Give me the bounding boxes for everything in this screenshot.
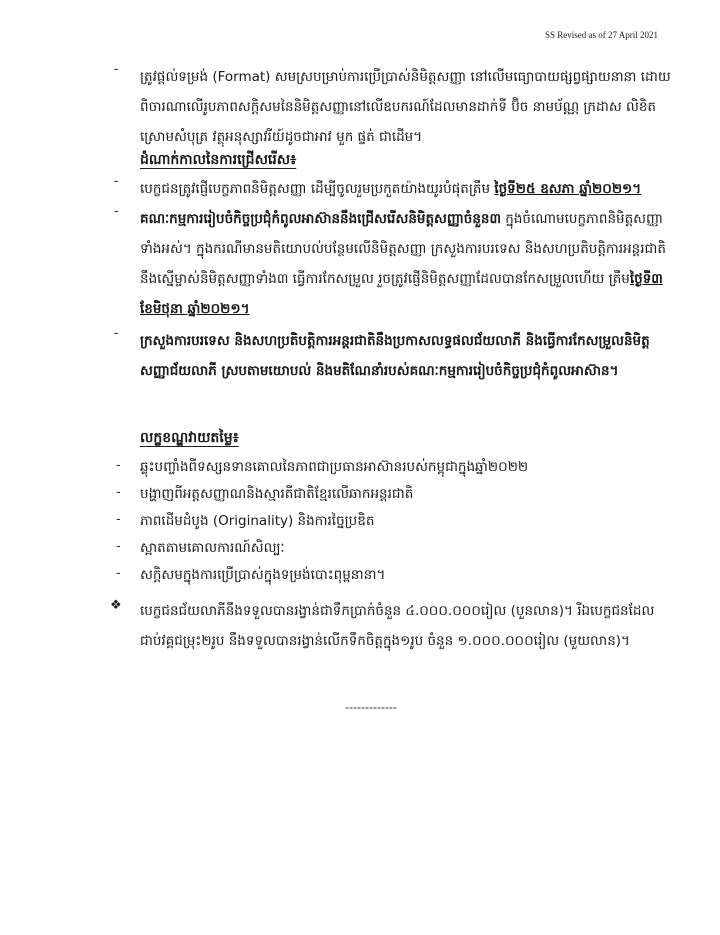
selection-item-1 [114, 174, 675, 204]
criteria-item: - ឆ្លុះបញ្ចាំងពីទស្សនទានគោលនៃភាពជាប្រធានអាស៊ានរបស់កម្ពុជាក្នុងឆ្នាំ២០២២ [116, 458, 529, 475]
criteria-item: - បង្ហាញពីអត្តសញ្ញាណនិងស្មារតីជាតិខ្មែរលើឆាកអន្តរជាតិ [116, 485, 414, 502]
format-paragraph: ត្រូវផ្តល់ទម្រង់ (Format) សមស្របម្រាប់ការប្រើប្រាស់និមិត្តសញ្ញា នៅលើមធ្យោបាយផ្សព្វផ្សាយនានា ដោយពិចារណាលើរូបភាពសក្តិសមនៃនិមិត្តសញ្ញានៅលើឧបករណ៍ដែលមានដាក់ទី ប៊ិច នាមប័ណ្ណ ក្រដាស លិខិត ស្រោមសំបុត្រ វត្ថុអនុស្សាវរីយ៍ដូចជាអាវ មួក ផ្ទត់ ជាដើម។ [140, 69, 671, 145]
format-bullet [114, 62, 675, 152]
selection-item-2 [114, 204, 675, 324]
selection-item-2-lead: គណៈកម្មការរៀបចំកិច្ចប្រជុំកំពូលអាស៊ាននឹងជ្រើសរើសនិមិត្តសញ្ញាចំនួន៣ [140, 211, 501, 227]
selection-item-3 [114, 326, 675, 386]
selection-heading: ដំណាក់កាលនៃការជ្រើសរើស៖ [140, 152, 297, 168]
revision-note: SS Revised as of 27 April 2021 [544, 30, 658, 40]
criteria-heading: លក្ខខណ្ឌវាយតម្លៃ៖ [140, 430, 239, 446]
criteria-item: - សក្តិសមក្នុងការប្រើប្រាស់ក្នុងទម្រង់បោះពុម្ពនានា។ [116, 566, 386, 583]
dash-bullet-icon: - [116, 539, 121, 554]
dash-bullet-icon: - [114, 174, 119, 189]
diamond-bullet-icon: ❖ [110, 598, 122, 613]
dash-bullet-icon: - [116, 566, 121, 581]
selection-item-1-text: បេក្ខជនត្រូវផ្ញើបេក្ខភាពនិមិត្តសញ្ញា ដើម្បីចូលរួមប្រកួតយ៉ាងយូរបំផុតត្រឹម [140, 181, 495, 197]
dash-bullet-icon: - [116, 485, 121, 500]
dash-bullet-icon: - [114, 326, 119, 341]
selection-item-3-text: ក្រសួងការបរទេស និងសហប្រតិបត្តិការអន្តរជាតិនឹងប្រកាសលទ្ធផលជ័យលាភី និងធ្វើការកែសម្រួលនិមិត្តសញ្ញាជ័យលាភី ស្របតាមយោបល់ និងមតិណែនាំរបស់គណៈកម្មការរៀបចំកិច្ចប្រជុំកំពូលអាស៊ាន។ [140, 333, 650, 379]
separator: ------------- [345, 700, 397, 714]
dash-bullet-icon: - [114, 204, 119, 219]
criteria-item: - ស្អាតតាមគោលការណ៍សិល្បៈ [116, 539, 285, 556]
prize-paragraph: បេក្ខជនជ័យលាភីនឹងទទួលបានរង្វាន់ជាទឹកប្រាក់ចំនួន ៤.០០០.០០០រៀល (បួនលាន)។ រីឯបេក្ខជនដែលជាប់វគ្គជម្រុះ២រូប នឹងទទួលបានរង្វាន់លើកទឹកចិត្តក្នុង១រូប ចំនួន ១.០០០.០០០រៀល (មួយលាន)។ [140, 603, 655, 649]
dash-bullet-icon: - [116, 512, 121, 527]
selection-item-2-text: ក្នុងចំណោមបេក្ខភាពនិមិត្តសញ្ញាទាំងអស់។ ក្នុងករណីមានមតិយោបល់បន្ថែមលើនិមិត្តសញ្ញា ក្រសួងការបរទេស និងសហប្រតិបត្តិការអន្តរជាតិនឹងស្នើម្ចាស់និមិត្តសញ្ញាទាំង៣ ធ្វើការកែសម្រួល រួចត្រូវផ្ញើនិមិត្តសញ្ញាដែលបានកែសម្រួលហើយ ត្រឹម [140, 211, 666, 287]
deadline-2: ថ្ងៃទី៣ ខែមិថុនា ឆ្នាំ២០២១។ [140, 271, 663, 317]
deadline-1: ថ្ងៃទី២៥ ឧសភា ឆ្នាំ២០២១។ [494, 181, 642, 197]
dash-bullet-icon: - [114, 62, 119, 77]
dash-bullet-icon: - [116, 458, 121, 473]
prize-block [110, 596, 675, 656]
criteria-item: - ភាពដើមដំបូង (Originality) និងការច្នៃប្រឌិត [116, 512, 375, 529]
